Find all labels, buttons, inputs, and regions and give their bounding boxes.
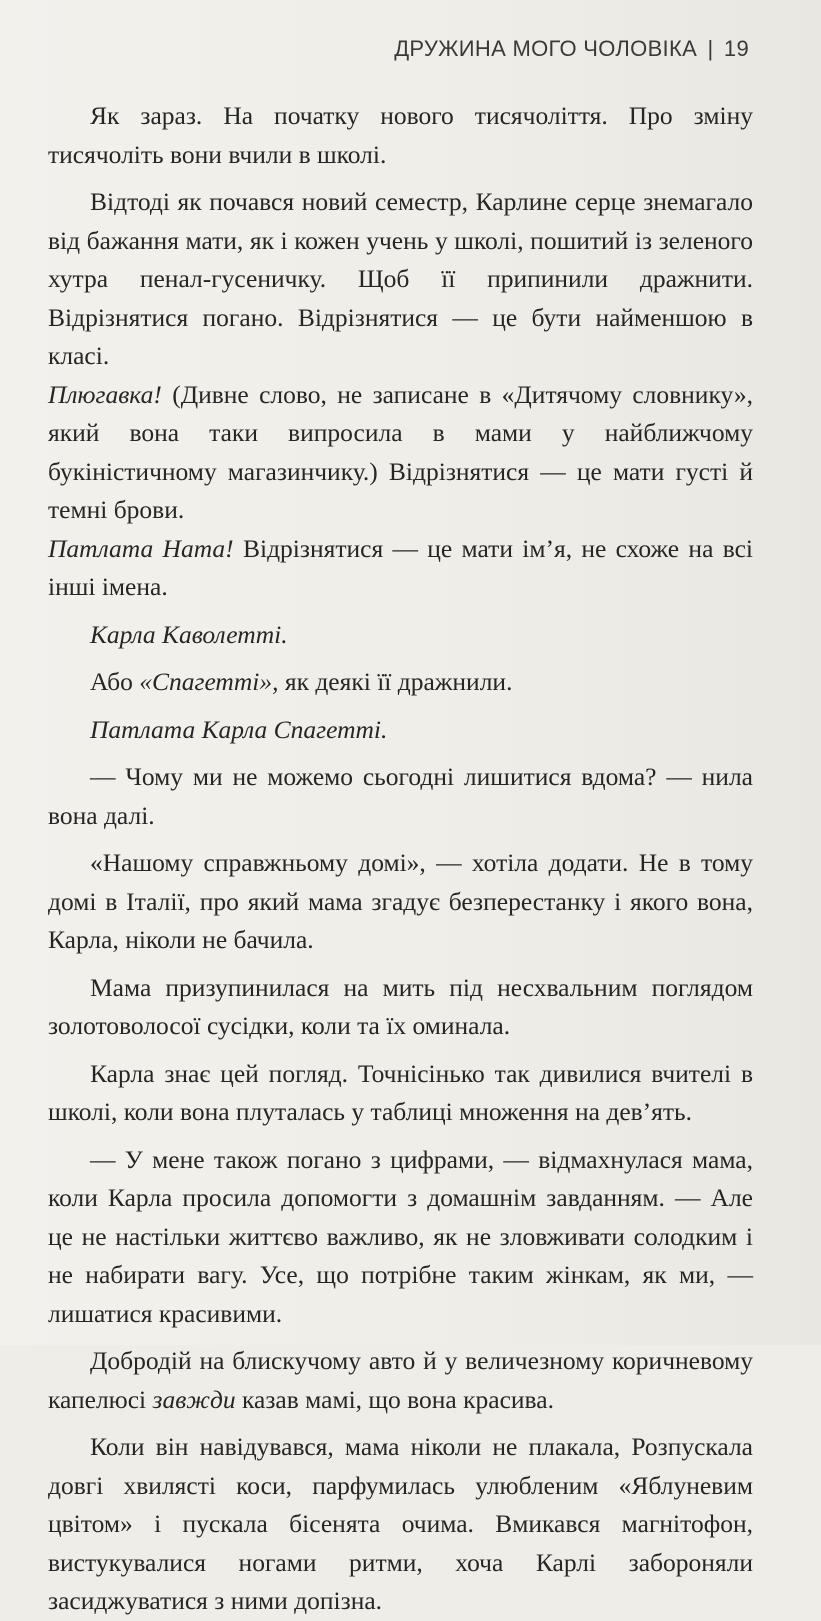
text-run: Добродій на блискучому авто й у величезному коричневому капелюсі xyxy=(48,1346,753,1414)
paragraph: «Нашому справжньому домі», — хотіла додати. Не в тому домі в Італії, про який мама згадує безперестанку і якого вона, Карла, ніколи не бачила. xyxy=(48,848,753,954)
paragraph xyxy=(48,183,753,607)
text-run: Відтоді як почався новий семестр, Карлине серце знемагало від бажання мати, як і кожен учень у школі, пошитий із зеленого хутра пенал-гусеничку. Щоб її припинили дражнити. Відрізнятися погано. Відрізнятися — це бути найменшою в класі. xyxy=(48,187,753,370)
text-run: Відрізнятися — це мати ім’я, не схоже на всі інші імена. xyxy=(48,533,753,601)
italic-text: Плюгавка! xyxy=(48,379,162,409)
text-run: (Дивне слово, не записане в «Дитячому словнику», який вона таки випросила в мами у найближчому букіністичному магазинчику.) Відрізнятися — це мати густі й темні брови. xyxy=(48,379,753,524)
paragraph: Як зараз. На початку нового тисячоліття. Про зміну тисячоліть вони вчили в школі. xyxy=(48,101,753,169)
text-run: як деякі її дражнили. xyxy=(278,667,513,696)
paragraph xyxy=(48,616,753,655)
paragraph: Мама призупинилася на мить під несхвальним поглядом золотоволосої сусідки, коли та їх оминала. xyxy=(48,972,753,1040)
book-title: ДРУЖИНА МОГО ЧОЛОВІКА xyxy=(394,36,698,61)
italic-text: завжди xyxy=(152,1384,236,1414)
italic-text: «Спагетті», xyxy=(139,667,279,696)
header-separator: | xyxy=(707,36,714,61)
italic-text: Патлата Ната! xyxy=(48,533,234,563)
paragraph xyxy=(48,663,753,702)
paragraph: — У мене також погано з цифрами, — відмахнулася мама, коли Карла просила допомогти з домашнім завданням. — Але це не настільки життєво важливо, як не зловживати солодким і не набирати вагу. Усе, що потрібне таким жінкам, як ми, — лишатися красивими. xyxy=(48,1144,753,1328)
paragraph xyxy=(48,711,753,750)
italic-text: Карла Каволетті. xyxy=(90,619,288,649)
paragraph: Карла знає цей погляд. Точнісінько так дивилися вчителі в школі, коли вона плуталась у таблиці множення на дев’ять. xyxy=(48,1058,753,1126)
page-number: 19 xyxy=(723,36,749,61)
paragraph: Коли він навідувався, мама ніколи не плакала, Розпускала довгі хвилясті коси, парфумилась улюбленим «Яблуневим цвітом» і пускала бісенята очима. Вмикався магнітофон, вистукувалися ногами ритми, хоча Карлі забороняли засиджуватися з ними допізна. xyxy=(48,1432,753,1615)
italic-text: Патлата Карла Спагетті. xyxy=(90,714,388,744)
paragraph xyxy=(48,1342,753,1419)
text-run: Або xyxy=(90,667,140,696)
paragraph: — Чому ми не можемо сьогодні лишитися вдома? — нила вона далі. xyxy=(48,762,753,830)
running-header xyxy=(394,36,749,62)
text-run: казав мамі, що вона красива. xyxy=(235,1384,554,1414)
body-text xyxy=(48,97,753,1621)
